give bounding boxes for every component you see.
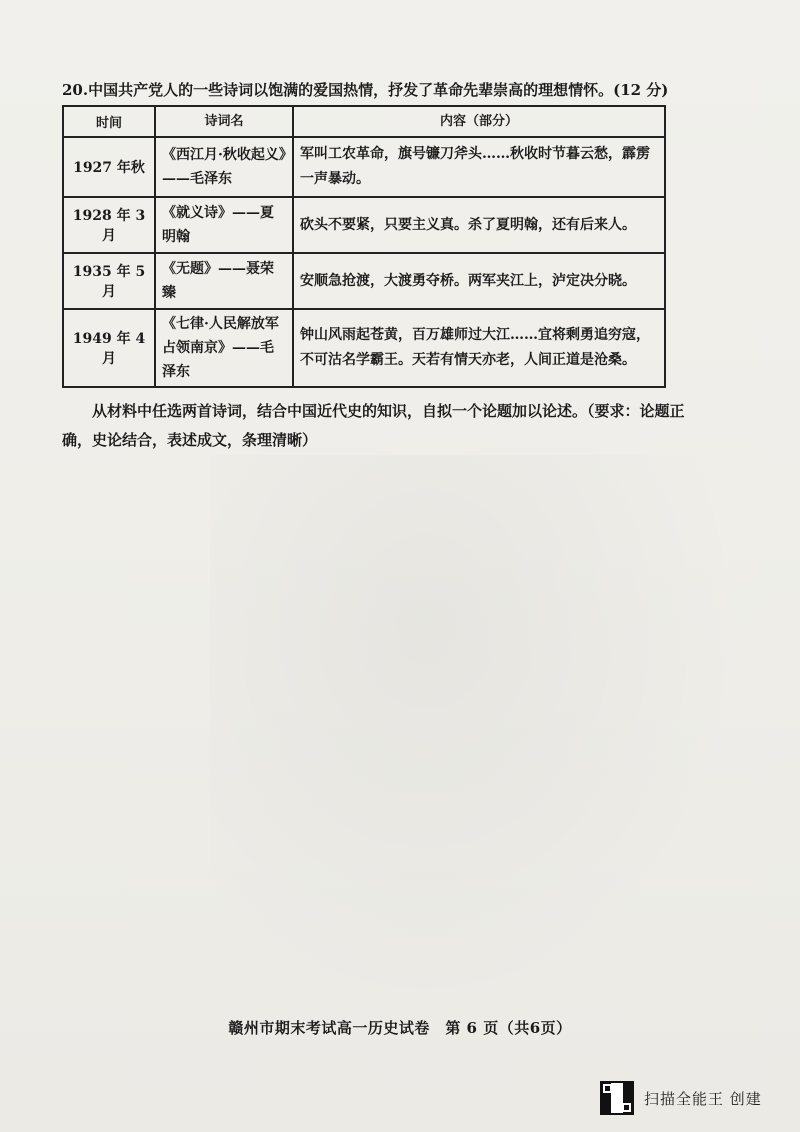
cell-poem-name: 《就义诗》——夏明翰 [155, 197, 293, 253]
cell-time: 1949 年 4 月 [63, 309, 155, 387]
scanner-watermark [600, 1080, 762, 1116]
header-time: 时间 [63, 106, 155, 137]
scan-artifact [210, 455, 750, 1015]
table-row [63, 137, 665, 197]
header-content: 内容（部分） [293, 106, 665, 137]
cell-poem-name: 《无题》——聂荣臻 [155, 253, 293, 309]
cell-time: 1935 年 5 月 [63, 253, 155, 309]
table-row [63, 309, 665, 387]
question-instruction: 从材料中任选两首诗词，结合中国近代史的知识，自拟一个论题加以论述。（要求：论题正确，史论结合，表述成文，条理清晰） [62, 402, 685, 449]
cell-content: 安顺急抢渡，大渡勇夺桥。两军夹江上，泸定决分晓。 [293, 253, 665, 309]
cell-poem-name: 《西江月·秋收起义》——毛泽东 [155, 137, 293, 197]
cell-content: 钟山风雨起苍黄，百万雄师过大江……宜将剩勇追穷寇，不可沽名学霸王。天若有情天亦老，人间正道是沧桑。 [293, 309, 665, 387]
cell-poem-name: 《七律·人民解放军占领南京》——毛泽东 [155, 309, 293, 387]
table-row [63, 197, 665, 253]
poems-table [62, 105, 666, 388]
qr-code-icon [600, 1081, 634, 1115]
cell-time: 1928 年 3 月 [63, 197, 155, 253]
table-header-row [63, 106, 665, 137]
cell-content: 军叫工农革命，旗号镰刀斧头……秋收时节暮云愁，霹雳一声暴动。 [293, 137, 665, 197]
cell-time: 1927 年秋 [63, 137, 155, 197]
question-title: 20.中国共产党人的一些诗词以饱满的爱国热情，抒发了革命先辈崇高的理想情怀。(12 分) [62, 81, 669, 99]
watermark-text: 扫描全能王 创建 [644, 1089, 762, 1108]
page-footer: 赣州市期末考试高一历史试卷 第 6 页（共6页） [228, 1019, 572, 1037]
table-row [63, 253, 665, 309]
header-poem-name: 诗词名 [155, 106, 293, 137]
cell-content: 砍头不要紧，只要主义真。杀了夏明翰，还有后来人。 [293, 197, 665, 253]
